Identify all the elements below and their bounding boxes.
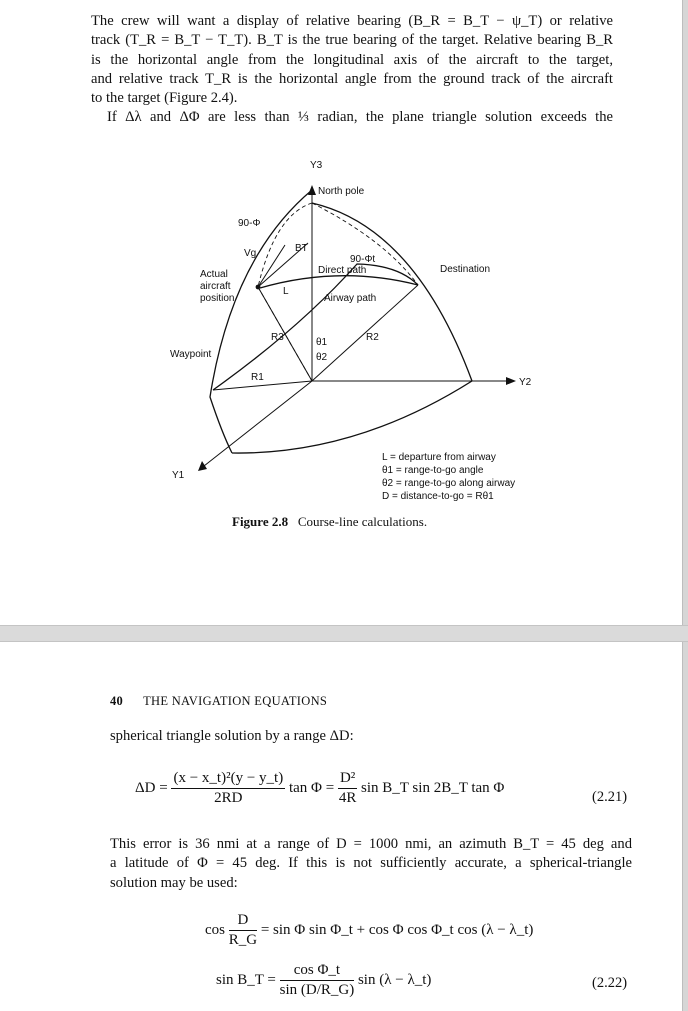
- label-actual: Actual: [200, 269, 228, 280]
- y2-arrowhead: [506, 377, 516, 385]
- eq-numerator: D: [229, 912, 257, 931]
- eq-tan: tan Φ =: [288, 779, 335, 796]
- label-r1: R1: [251, 372, 264, 383]
- left-meridian-curve: [210, 190, 312, 453]
- eq-numerator: D²: [338, 770, 357, 789]
- label-aircraft: aircraft: [200, 281, 231, 292]
- caption-label: Figure 2.8: [232, 514, 289, 529]
- running-head: [110, 694, 327, 709]
- label-theta1: θ1: [316, 337, 328, 348]
- text-line: track (T_R = B_T − T_T). B_T is the true bearing of the target. Relative bearing B_R: [91, 32, 613, 49]
- paragraph-relative-bearing: [91, 12, 613, 108]
- right-arc-curve: [312, 203, 472, 381]
- eq-fraction: [338, 770, 357, 807]
- eq-numerator: cos Φ_t: [280, 962, 355, 981]
- label-bt: BT: [295, 243, 308, 254]
- label-position: position: [200, 293, 235, 304]
- label-r3: R3: [271, 332, 284, 343]
- eq-lhs: ΔD =: [135, 779, 168, 796]
- label-airway-path: Airway path: [324, 293, 377, 304]
- eq-lhs: sin B_T =: [216, 971, 276, 988]
- eq-numerator: (x − x_t)²(y − y_t): [171, 770, 285, 789]
- y1-axis: [204, 381, 312, 466]
- page-2: [0, 642, 682, 1011]
- label-waypoint: Waypoint: [170, 349, 212, 360]
- equation-2-22a: [205, 912, 533, 949]
- equation-2-21: [135, 770, 504, 807]
- aircraft-dot: [256, 285, 261, 290]
- legend-line: θ2 = range-to-go along airway: [382, 478, 516, 489]
- eq-fraction: [229, 912, 257, 949]
- eq-rhs: sin B_T sin 2B_T tan Φ: [361, 779, 505, 796]
- legend-line: θ1 = range-to-go angle: [382, 465, 484, 476]
- text-line: solution may be used:: [110, 874, 238, 891]
- text-line: is the horizontal angle from the longitudinal axis of the aircraft to the target,: [91, 51, 613, 68]
- eq-rhs: = sin Φ sin Φ_t + cos Φ cos Φ_t cos (λ − λ_t): [260, 921, 534, 938]
- paragraph-intro: [110, 727, 632, 746]
- arc-through-waypoint: [213, 264, 418, 390]
- label-vg: Vg: [244, 248, 257, 259]
- eq-fraction: [171, 770, 285, 807]
- label-90-phi: 90-Φ: [238, 218, 261, 229]
- label-destination: Destination: [440, 264, 491, 275]
- figure-caption: [232, 514, 427, 530]
- text-line: This error is 36 nmi at a range of D = 1000 nmi, an azimuth B_T = 45 deg and: [110, 836, 632, 852]
- label-r2: R2: [366, 332, 379, 343]
- running-head-title: THE NAVIGATION EQUATIONS: [143, 694, 328, 708]
- label-y3: Y3: [310, 160, 323, 171]
- label-l: L: [283, 286, 289, 297]
- eq-denominator: R_G: [228, 932, 258, 948]
- page-number: 40: [110, 694, 124, 708]
- text-line: and relative track T_R is the horizontal angle from the ground track of the aircraft: [91, 70, 613, 87]
- bt-line: [258, 245, 285, 287]
- equation-2-22b: [216, 962, 431, 999]
- y1-arrowhead: [198, 461, 207, 471]
- text-line: If Δλ and ΔΦ are less than ⅓ radian, the plane triangle solution exceeds the: [107, 109, 613, 125]
- label-90-phi-t: 90-Φt: [350, 254, 376, 265]
- legend-line: L = departure from airway: [382, 452, 496, 463]
- bottom-arc-curve: [232, 381, 472, 453]
- text-line: to the target (Figure 2.4).: [91, 90, 238, 107]
- equation-number: (2.21): [592, 789, 628, 805]
- eq-denominator: 4R: [338, 790, 357, 806]
- label-theta2: θ2: [316, 352, 328, 363]
- equation-number: (2.22): [592, 975, 628, 991]
- legend-line: D = distance-to-go = Rθ1: [382, 491, 494, 502]
- eq-denominator: 2RD: [214, 790, 243, 806]
- eq-denominator: sin (D/R_G): [279, 982, 355, 998]
- label-y1: Y1: [172, 470, 185, 481]
- y3-arrowhead: [308, 185, 316, 195]
- eq-cos: cos: [205, 921, 225, 938]
- figure-course-line: [150, 155, 550, 507]
- label-north-pole: North pole: [318, 186, 365, 197]
- text-line: spherical triangle solution by a range ΔD:: [110, 728, 354, 744]
- page-separator: [0, 625, 688, 642]
- paragraph-error: [110, 835, 632, 893]
- caption-text: Course-line calculations.: [297, 514, 428, 529]
- label-y2: Y2: [519, 377, 532, 388]
- eq-rhs: sin (λ − λ_t): [357, 971, 432, 988]
- text-line: a latitude of Φ = 45 deg. If this is not sufficiently accurate, a spherical-triangle: [110, 855, 632, 872]
- scrollbar[interactable]: [682, 0, 688, 1011]
- eq-fraction: [280, 962, 355, 999]
- label-direct-path: Direct path: [318, 265, 367, 276]
- text-line: The crew will want a display of relative bearing (B_R = B_T − ψ_T) or relative: [91, 13, 613, 29]
- paragraph-plane-triangle: [91, 108, 613, 127]
